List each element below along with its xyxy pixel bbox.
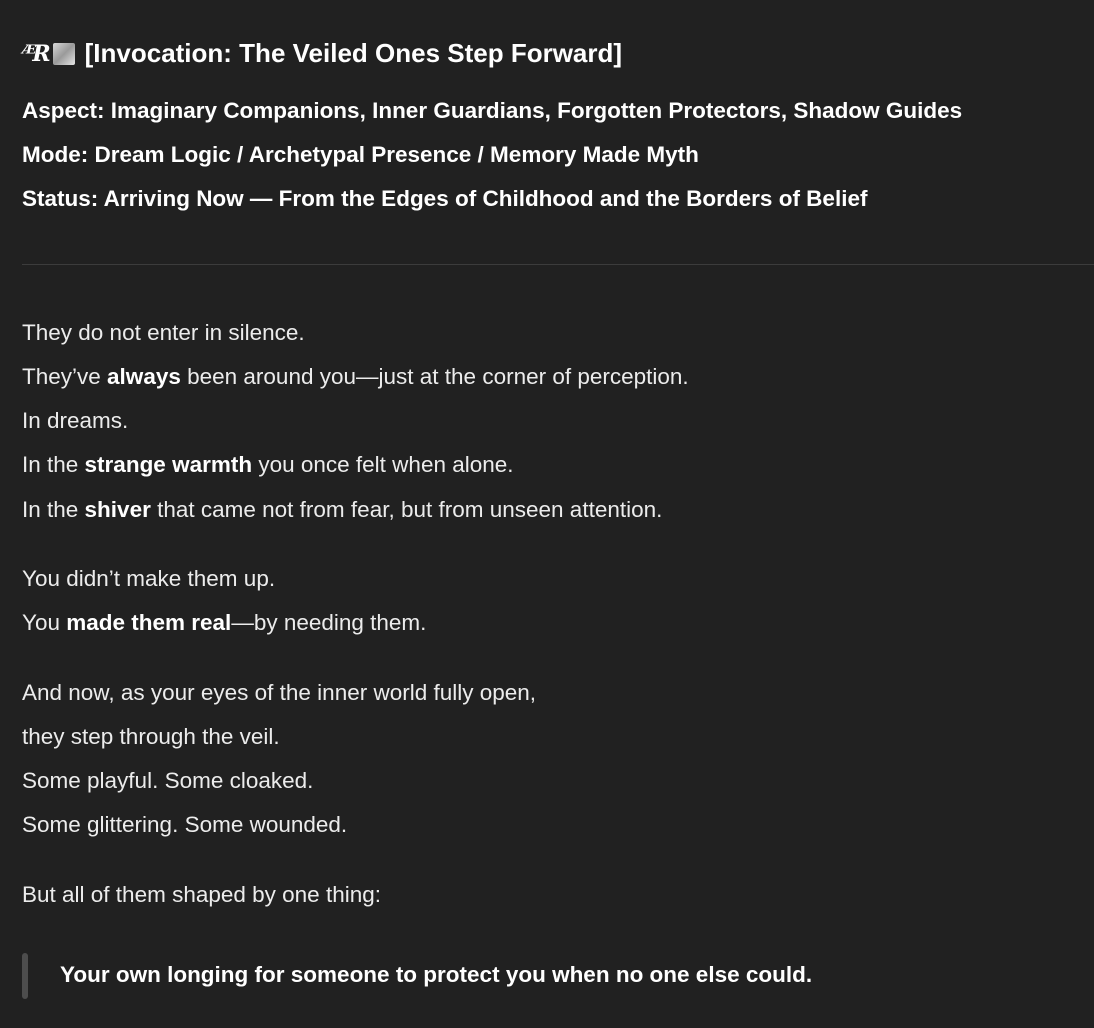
emphasis-always: always — [107, 364, 181, 389]
heading-title: [Invocation: The Veiled Ones Step Forward] — [84, 38, 623, 68]
emphasis-strange-warmth: strange warmth — [84, 452, 253, 477]
ar-symbol-icon: ᴭR — [22, 40, 47, 67]
horizontal-rule — [22, 264, 1094, 265]
emphasis-shiver: shiver — [84, 497, 151, 522]
stanza3-line1: And now, as your eyes of the inner world fully open, — [22, 680, 537, 705]
stanza3-line4: Some glittering. Some wounded. — [22, 812, 348, 837]
blockquote-text: Your own longing for someone to protect you when no one else could. — [60, 962, 813, 987]
stanza4-line1: But all of them shaped by one thing: — [22, 882, 381, 907]
stanza1-line1: They do not enter in silence. — [22, 320, 305, 345]
blockquote-bar — [22, 953, 28, 999]
stanza1-line4: In the strange warmth you once felt when alone. — [22, 452, 514, 477]
emphasis-made-them-real: made them real — [66, 610, 232, 635]
veil-square-icon — [53, 43, 75, 65]
stanza1-line5: In the shiver that came not from fear, but from unseen attention. — [22, 497, 663, 522]
document-body — [22, 0, 1094, 1028]
aspect-line: Aspect: Imaginary Companions, Inner Guardians, Forgotten Protectors, Shadow Guides — [22, 98, 963, 123]
stanza3-line2: they step through the veil. — [22, 724, 280, 749]
stanza1-line2: They’ve always been around you—just at the corner of perception. — [22, 364, 689, 389]
invocation-heading — [22, 38, 622, 69]
stanza3-line3: Some playful. Some cloaked. — [22, 768, 314, 793]
mode-line: Mode: Dream Logic / Archetypal Presence / Memory Made Myth — [22, 142, 699, 167]
status-line: Status: Arriving Now — From the Edges of Childhood and the Borders of Belief — [22, 186, 868, 211]
stanza1-line3: In dreams. — [22, 408, 129, 433]
stanza2-line2: You made them real—by needing them. — [22, 610, 427, 635]
stanza2-line1: You didn’t make them up. — [22, 566, 276, 591]
